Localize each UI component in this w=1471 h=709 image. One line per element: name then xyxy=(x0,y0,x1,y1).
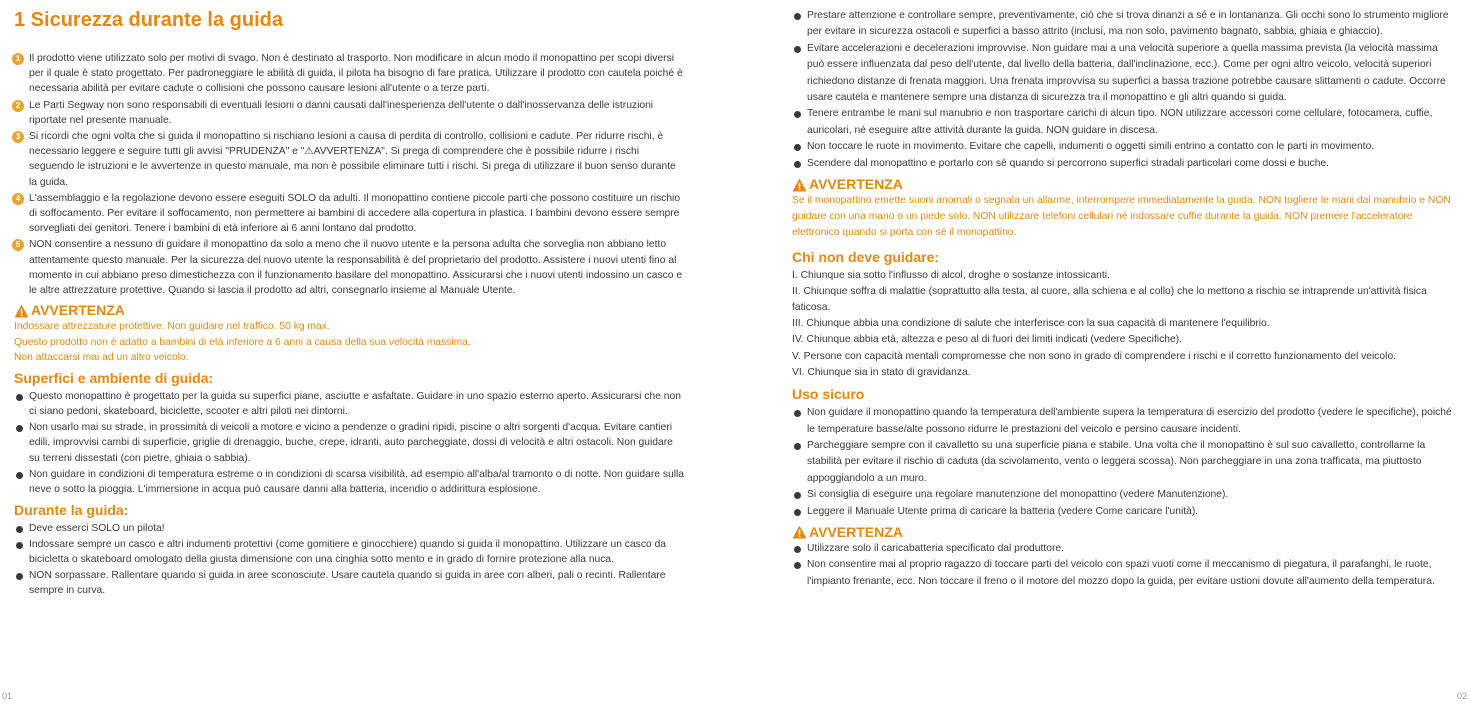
list-item xyxy=(792,405,1457,438)
list-item-text: Non toccare le ruote in movimento. Evitare che capelli, indumenti o oggetti simili entrino a contatto con le parti in movimento. xyxy=(807,141,1375,153)
list-item xyxy=(792,541,1457,557)
list-item-text: Deve esserci SOLO un pilota! xyxy=(29,522,165,534)
bullet-icon xyxy=(794,562,801,569)
list-item-text: Questo monopattino è progettato per la guida su superfici piane, asciutte e asfaltate. Guidare in uno spazio esterno aperto. Assicurarsi che non ci siano pedoni, skateboard, biciclette, scooter e altri piloti nei dintorni. xyxy=(29,391,681,418)
list-item xyxy=(792,438,1457,487)
list-item xyxy=(792,156,1457,172)
page-number: 02 xyxy=(1456,691,1467,701)
numbered-item xyxy=(14,191,686,237)
warning-icon xyxy=(792,178,807,192)
during-list xyxy=(14,521,686,598)
bullet-icon xyxy=(16,394,23,401)
list-item: III. Chiunque abbia una condizione di salute che interferisce con la sua capacità di mantenere l'equilibrio. xyxy=(792,318,1270,330)
numbered-item xyxy=(14,98,686,128)
warning-line: Non attaccarsi mai ad un altro veicolo. xyxy=(14,351,189,363)
list-item-text: NON sorpassare. Rallentare quando si guida in aree sconosciute. Usare cautela quando si guida in aree con alberi, pali o recinti. Rallentare sempre in curva. xyxy=(29,570,666,597)
bullet-icon xyxy=(794,111,801,118)
number-badge: 1 xyxy=(12,53,24,65)
number-badge: 3 xyxy=(12,131,24,143)
list-item-text: Evitare accelerazioni e decelerazioni improvvise. Non guidare mai a una velocità superiore a quella massima prevista (la velocità massima può essere influenzata dal peso dell'utente, dal livello della batteria, dall'inclinazione, ecc.). Come per ogni altro veicolo, velocità superiori richiedono distanze di frenata maggiori. Una frenata improvvisa su superfici a bassa trazione potrebbe causare slittamenti o cadute. Occorre usare cautela e mantenere sempre una distanza di sicurezza tra il monopattino e gli altri quando si guida. xyxy=(807,42,1446,104)
page-right xyxy=(735,0,1471,709)
bullet-icon xyxy=(794,509,801,516)
warning-heading-text: AVVERTENZA xyxy=(31,302,125,319)
list-item-text: Non consentire mai al proprio ragazzo di toccare parti del veicolo con spazi vuoti come il meccanismo di piegatura, il parafanghi, le ruote, l'impianto frenante, ecc. Non toccare il freno o il motore del mozzo dopo la guida, per evitare ustioni dovute all'aumento della temperatura. xyxy=(807,559,1435,587)
safe-use-list xyxy=(792,405,1457,520)
list-item xyxy=(14,521,686,536)
bullet-icon xyxy=(794,546,801,553)
list-item: VI. Chiunque sia in stato di gravidanza. xyxy=(792,366,971,378)
bullet-icon xyxy=(794,410,801,417)
list-item: II. Chiunque soffra di malattie (soprattutto alla testa, al cuore, alla schiena e al collo) che lo mettono a rischio se intraprende un'attività fisica faticosa. xyxy=(792,285,1427,314)
number-badge: 5 xyxy=(12,239,24,251)
list-item xyxy=(792,139,1457,155)
riding-list xyxy=(792,8,1457,172)
list-item: IV. Chiunque abbia età, altezza e peso al di fuori dei limiti indicati (vedere Specifiche). xyxy=(792,334,1182,346)
numbered-text: Il prodotto viene utilizzato solo per motivi di svago. Non è destinato al trasporto. Non modificare in alcun modo il monopattino per scopi diversi per il quale è stato progettato. Per padroneggiare le abilità di guida, il pilota ha bisogno di fare pratica. Utilizzare il prodotto con cautela poiché è necessaria abilità per evitare cadute o collisioni che possono causare lesioni all'utente o a terze parti. xyxy=(29,53,683,95)
right-content xyxy=(792,8,1457,590)
warning-list xyxy=(792,541,1457,590)
left-content xyxy=(14,8,686,599)
list-item-text: Utilizzare solo il caricabatteria specificato dal produttore. xyxy=(807,542,1064,554)
list-item xyxy=(14,537,686,567)
numbered-text: L'assemblaggio e la regolazione devono essere eseguiti SOLO da adulti. Il monopattino contiene piccole parti che possono costituire un rischio di soffocamento. Per evitare il soffocamento, non permettere ai bambini di accedere alla copertura in plastica. I bambini devono essere sempre sorvegliati dei genitori. Tenere i bambini di età inferiore ai 6 anni lontano dal prodotto. xyxy=(29,192,681,235)
warning-line: Indossare attrezzature protettive. Non guidare nel traffico. 50 kg max. xyxy=(14,321,330,333)
section-heading-who: Chi non deve guidare: xyxy=(792,248,940,265)
numbered-text: NON consentire a nessuno di guidare il monopattino da solo a meno che il nuovo utente e la persona adulta che sorveglia non abbiano letto attentamente questo manuale. Per la sicurezza del nuovo utente la responsabilità è del proprietario del prodotto. Assistere i nuovi utenti fino al momento in cui abbiano preso dimestichezza con il funzionamento basilare del monopattino. Assicurarsi che i nuovi utenti indossino un casco e le altre attrezzature protettive. Quando si lascia il prodotto ad altri, consegnarlo insieme al Manuale Utente. xyxy=(29,239,683,297)
number-badge: 2 xyxy=(12,100,24,112)
bullet-icon xyxy=(16,573,23,580)
list-item-text: Non guidare il monopattino quando la temperatura dell'ambiente supera la temperatura di esercizio del prodotto (vedere le specifiche), poiché le temperature basse/alte possono ridurre le prestazioni del veicolo e persino causare incidenti. xyxy=(807,407,1452,435)
list-item-text: Prestare attenzione e controllare sempre, preventivamente, ciò che si trova dinanzi a sé e in lontananza. Gli occhi sono lo strumento migliore per evitare in sicurezza ostacoli e superfici a basso attrito (inclusi, ma non solo, pavimento bagnato, sabbia, ghiaia e ghiaccio). xyxy=(807,10,1449,38)
warning-icon xyxy=(14,304,29,318)
list-item xyxy=(14,389,686,419)
warning-heading-text: AVVERTENZA xyxy=(809,176,903,193)
number-badge: 4 xyxy=(12,193,24,205)
numbered-item xyxy=(14,129,686,190)
section-heading-surfaces: Superfici e ambiente di guida: xyxy=(14,370,214,387)
list-item: I. Chiunque sia sotto l'influsso di alcol, droghe o sostanze intossicanti. xyxy=(792,269,1110,281)
bullet-icon xyxy=(16,542,23,549)
page-number: 01 xyxy=(2,691,13,701)
list-item xyxy=(792,557,1457,590)
numbered-list xyxy=(14,51,686,298)
list-item-text: Indossare sempre un casco e altri indumenti protettivi (come gomitiere e ginocchiere) quando si guida il monopattino. Utilizzare un casco da bicicletta o skateboard omologato della giusta dimensione con una cinghia sotto mento e in grado di fornire protezione alla nuca. xyxy=(29,538,667,565)
page-title: 1 Sicurezza durante la guida xyxy=(14,9,283,31)
bullet-icon xyxy=(16,472,23,479)
list-item xyxy=(792,106,1457,139)
list-item xyxy=(14,420,686,465)
warning-text: Se il monopattino emette suoni anomali o segnala un allarme, interrompere immediatamente la guida. NON togliere le mani dal manubrio e NON guidare con una mano o un piede solo. NON utilizzare telefoni cellulari né indossare cuffie durante la guida. NON premere l'acceleratore elettronico quando si porta con sé il monopattino. xyxy=(792,195,1451,239)
list-item-text: Non guidare in condizioni di temperatura estreme o in condizioni di scarsa visibilità, ad esempio all'alba/al tramonto o di notte. Non guidare sulla neve o sotto la pioggia. L'immersione in acqua può causare danni alla batteria, incendio o addirittura esplosione. xyxy=(29,468,685,495)
list-item-text: Si consiglia di eseguire una regolare manutenzione del monopattino (vedere Manutenzione). xyxy=(807,489,1229,501)
who-list xyxy=(792,268,1457,381)
warning-heading xyxy=(14,302,686,319)
list-item: V. Persone con capacità mentali compromesse che non sono in grado di comprendere i rischi e il corretto funzionamento del veicolo. xyxy=(792,350,1397,362)
bullet-icon xyxy=(16,425,23,432)
list-item-text: Tenere entrambe le mani sul manubrio e non trasportare carichi di alcun tipo. NON utilizzare accessori come cellulare, fotocamera, cuffie, auricolari, né eseguire altre attività durante la guida. NON guidare in discesa. xyxy=(807,108,1433,136)
list-item xyxy=(14,467,686,497)
page-left xyxy=(0,0,735,709)
bullet-icon xyxy=(794,443,801,450)
warning-heading xyxy=(792,524,1457,541)
warning-heading xyxy=(792,176,1457,193)
section-heading-during: Durante la guida: xyxy=(14,501,129,518)
numbered-text: Si ricordi che ogni volta che si guida il monopattino si rischiano lesioni a causa di perdita di controllo, collisioni e cadute. Per ridurre rischi, è necessario leggere e seguire tutti gli avvisi "PRUDENZA" e "⚠AVVERTENZA". Si prega di comprendere che è possibile ridurre i rischi seguendo le istruzioni e le avvertenze in questo manuale, ma non è possibile eliminare tutti i rischi. Si prega di utilizzare il buon senso durante la guida. xyxy=(29,131,676,188)
numbered-item xyxy=(14,51,686,97)
warning-heading-text: AVVERTENZA xyxy=(809,523,903,540)
surfaces-list xyxy=(14,389,686,497)
list-item-text: Non usarlo mai su strade, in prossimità di veicoli a motore e vicino a pendenze o gradini ripidi, piscine o altri sorgenti d'acqua. Evitare cantieri edili, improvvisi cambi di superficie, griglie di drenaggio, buche, crepe, idranti, auto parcheggiate, dossi di velocità e altri ostacoli. Non guidare su terreni dissestati (con pietre, ghiaia o sabbia). xyxy=(29,422,673,464)
list-item xyxy=(14,568,686,598)
bullet-icon xyxy=(794,492,801,499)
warning-icon xyxy=(792,525,807,539)
numbered-item xyxy=(14,237,686,298)
bullet-icon xyxy=(794,46,801,53)
bullet-icon xyxy=(794,13,801,20)
warning-line: Questo prodotto non è adatto a bambini di età inferiore a 6 anni a causa della sua velocità massima. xyxy=(14,336,471,348)
list-item-text: Parcheggiare sempre con il cavalletto su una superficie piana e stabile. Una volta che il monopattino è sul suo cavalletto, controllarne la stabilità per evitare il rischio di caduta (da scivolamento, vento o leggera scossa). Non parcheggiare in una zona trafficata, ma piuttosto appoggiandolo a un muro. xyxy=(807,439,1426,484)
list-item-text: Leggere il Manuale Utente prima di caricare la batteria (vedere Come caricare l'unità). xyxy=(807,505,1199,517)
list-item xyxy=(792,8,1457,41)
list-item xyxy=(792,487,1457,503)
list-item xyxy=(792,504,1457,520)
bullet-icon xyxy=(16,526,23,533)
bullet-icon xyxy=(794,144,801,151)
list-item xyxy=(792,41,1457,107)
list-item-text: Scendere dal monopattino e portarlo con sé quando si percorrono superfici stradali particolari come dossi e buche. xyxy=(807,157,1330,169)
bullet-icon xyxy=(794,161,801,168)
numbered-text: Le Parti Segway non sono responsabili di eventuali lesioni o danni causati dall'inesperienza dell'utente o dall'inosservanza delle istruzioni riportate nel presente manuale. xyxy=(29,99,654,126)
section-heading-safe-use: Uso sicuro xyxy=(792,386,865,403)
